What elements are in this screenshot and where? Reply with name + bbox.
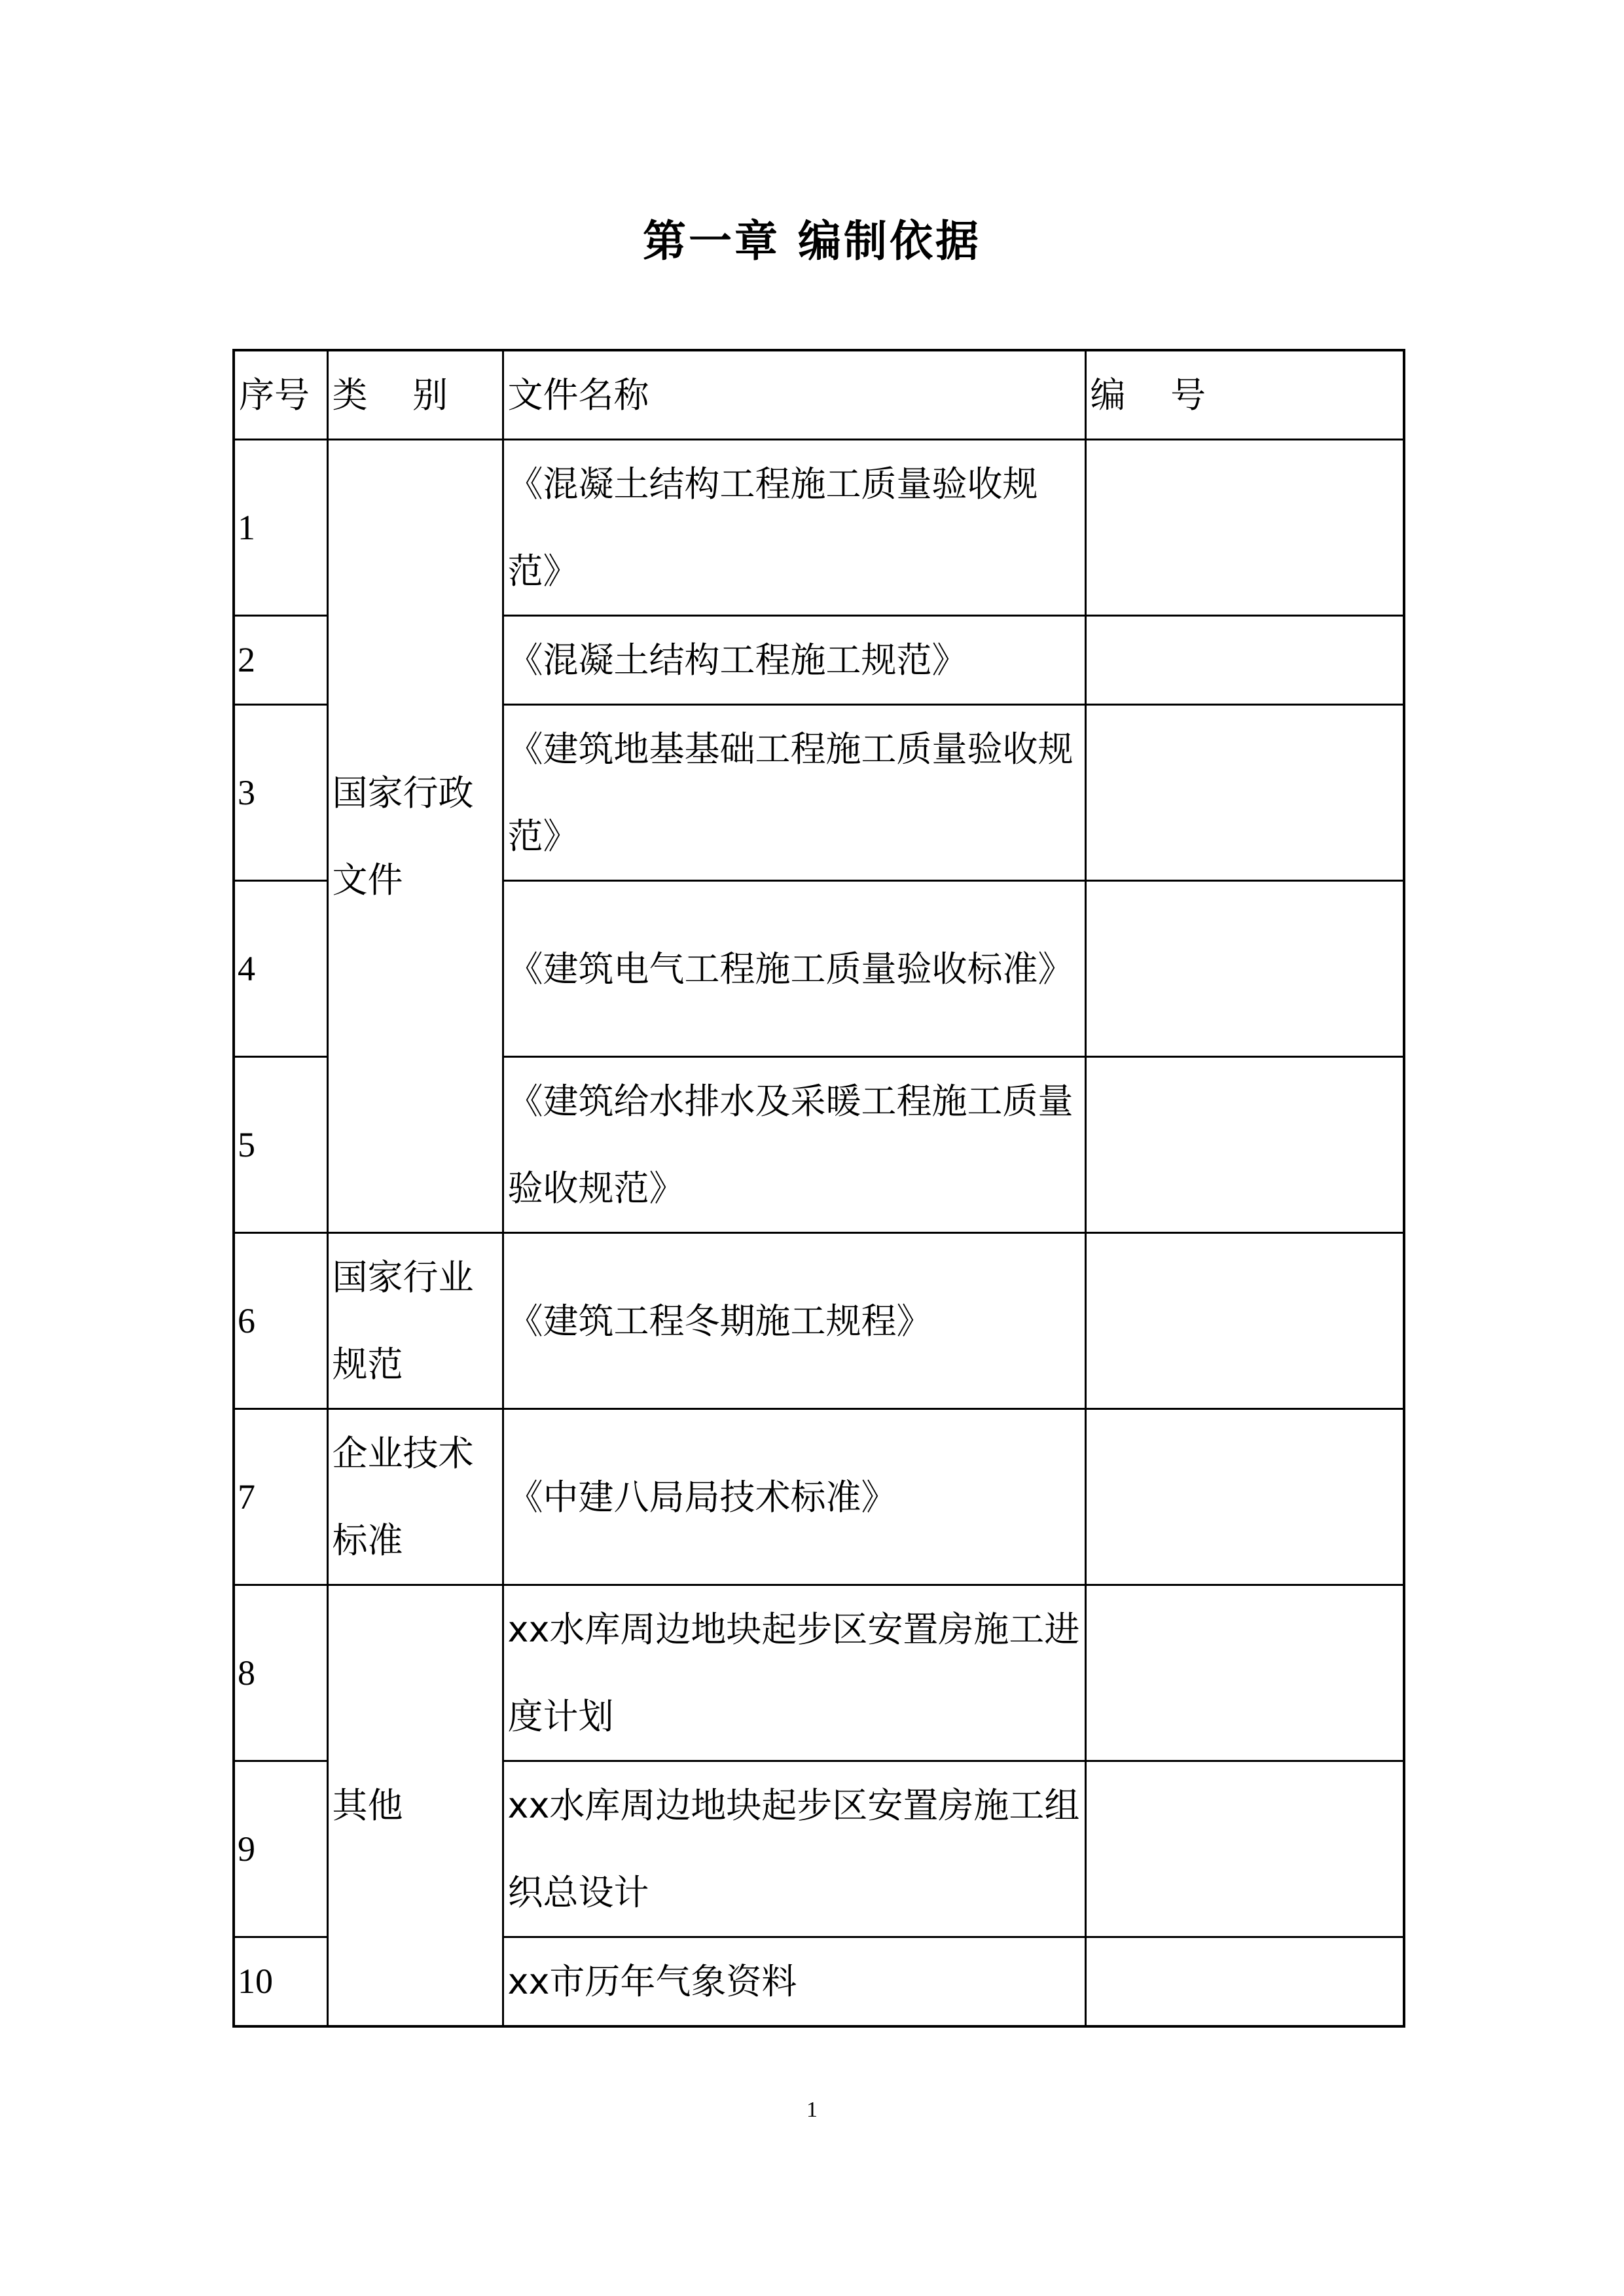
table-row — [234, 1233, 1404, 1409]
category-cell: 企业技术标准 — [327, 1409, 503, 1585]
row-file-name: xx水库周边地块起步区安置房施工进度计划 — [503, 1585, 1085, 1761]
basis-table — [232, 349, 1405, 2028]
row-no: 1 — [234, 440, 327, 616]
row-no: 9 — [234, 1761, 327, 1937]
row-file-name: xx市历年气象资料 — [503, 1937, 1085, 2027]
row-file-name: xx水库周边地块起步区安置房施工组织总设计 — [503, 1761, 1085, 1937]
row-no: 8 — [234, 1585, 327, 1761]
row-code — [1085, 440, 1404, 616]
row-code — [1085, 1937, 1404, 2027]
header-category: 类 别 — [327, 350, 503, 440]
row-code — [1085, 1057, 1404, 1233]
row-code — [1085, 1761, 1404, 1937]
row-code — [1085, 1585, 1404, 1761]
category-cell: 国家行业规范 — [327, 1233, 503, 1409]
row-file-name: 《建筑地基基础工程施工质量验收规范》 — [503, 705, 1085, 881]
header-code: 编 号 — [1085, 350, 1404, 440]
category-cell: 国家行政文件 — [327, 440, 503, 1233]
page-number: 1 — [806, 2098, 818, 2122]
row-file-name: 《中建八局局技术标准》 — [503, 1409, 1085, 1585]
table-row — [234, 440, 1404, 616]
row-code — [1085, 1409, 1404, 1585]
page-title: 第一章 编制依据 — [643, 216, 981, 266]
header-no: 序号 — [234, 350, 327, 440]
row-no: 7 — [234, 1409, 327, 1585]
row-no: 2 — [234, 616, 327, 705]
row-no: 4 — [234, 881, 327, 1057]
table-row — [234, 1409, 1404, 1585]
row-code — [1085, 1233, 1404, 1409]
row-file-name: 《混凝土结构工程施工规范》 — [503, 616, 1085, 705]
row-file-name: 《建筑电气工程施工质量验收标准》 — [503, 881, 1085, 1057]
row-code — [1085, 616, 1404, 705]
header-file-name: 文件名称 — [503, 350, 1085, 440]
row-no: 5 — [234, 1057, 327, 1233]
row-no: 3 — [234, 705, 327, 881]
row-code — [1085, 705, 1404, 881]
category-cell: 其他 — [327, 1585, 503, 2027]
row-file-name: 《混凝土结构工程施工质量验收规范》 — [503, 440, 1085, 616]
row-no: 10 — [234, 1937, 327, 2027]
row-file-name: 《建筑给水排水及采暖工程施工质量验收规范》 — [503, 1057, 1085, 1233]
row-file-name: 《建筑工程冬期施工规程》 — [503, 1233, 1085, 1409]
row-code — [1085, 881, 1404, 1057]
table-header-row — [234, 350, 1404, 440]
table-row — [234, 1585, 1404, 1761]
row-no: 6 — [234, 1233, 327, 1409]
